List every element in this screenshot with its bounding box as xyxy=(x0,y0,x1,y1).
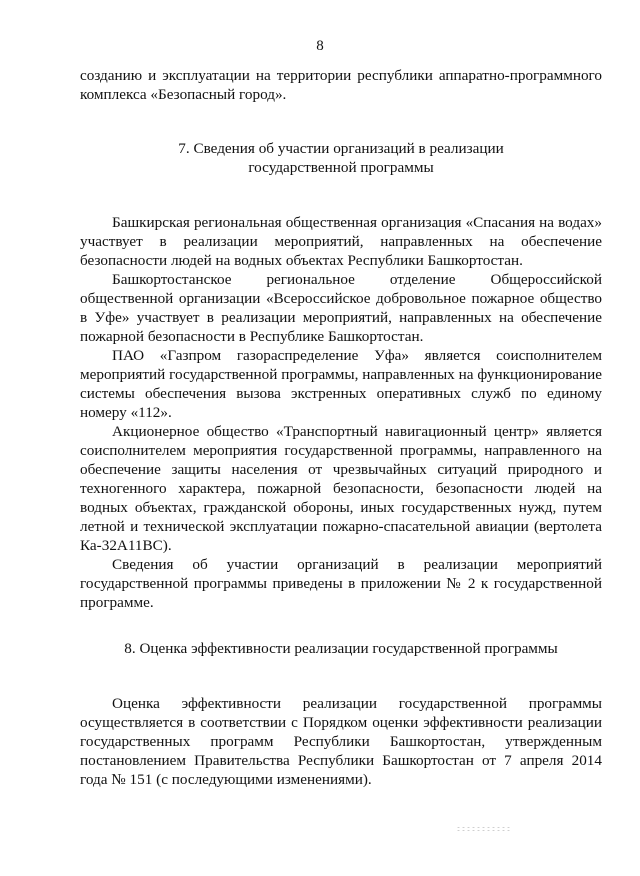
section-7-heading xyxy=(80,139,602,177)
section-8-paragraph: Оценка эффективности реализации государственной программы осуществляется в соответствии с Порядком оценки эффективности реализации государственных программ Республики Башкортостан, утвержденным постановлением Правительства Республики Башкортостан от 7 апреля 2014 года № 151 (с последующими изменениями). xyxy=(80,695,602,788)
section-7-paragraph: Акционерное общество «Транспортный навигационный центр» является соисполнителем мероприятия государственной программы, направленного на обеспечение защиты населения от чрезвычайных ситуаций природного и техногенного характера, пожарной безопасности, безопасности людей на водных объектах, гражданской обороны, иных государственных нужд, путем летной и технической эксплуатации пожарно-спасательной авиации (вертолета Ка-32А11ВС). xyxy=(80,423,602,554)
section-7-paragraph: Башкирская региональная общественная организация «Спасания на водах» участвует в реализации мероприятий, направленных на обеспечение безопасности людей на водных объектах Республики Башкортостан. xyxy=(80,214,602,269)
section-7-paragraph: ПАО «Газпром газораспределение Уфа» является соисполнителем мероприятий государственной программы, направленных на функционирование системы обеспечения вызова экстренных оперативных служб по единому номеру «112». xyxy=(80,347,602,421)
scan-artifact xyxy=(456,826,512,832)
page-number: 8 xyxy=(316,38,324,54)
section-7-paragraph: Башкортостанское региональное отделение Общероссийской общественной организации «Всероссийское добровольное пожарное общество в Уфе» участвует в реализации мероприятий, направленных на обеспечение пожарной безопасности в Республике Башкортостан. xyxy=(80,271,602,345)
section-7-heading-line-2: государственной программы xyxy=(248,159,434,176)
section-7-heading-line-1: 7. Сведения об участии организаций в реализации xyxy=(178,140,504,157)
section-7-paragraph: Сведения об участии организаций в реализации мероприятий государственной программы приведены в приложении № 2 к государственной программе. xyxy=(80,556,602,611)
intro-paragraph: созданию и эксплуатации на территории республики аппаратно-программного комплекса «Безопасный город». xyxy=(80,67,602,103)
page-body xyxy=(80,66,602,789)
section-8-heading: 8. Оценка эффективности реализации государственной программы xyxy=(124,640,558,657)
